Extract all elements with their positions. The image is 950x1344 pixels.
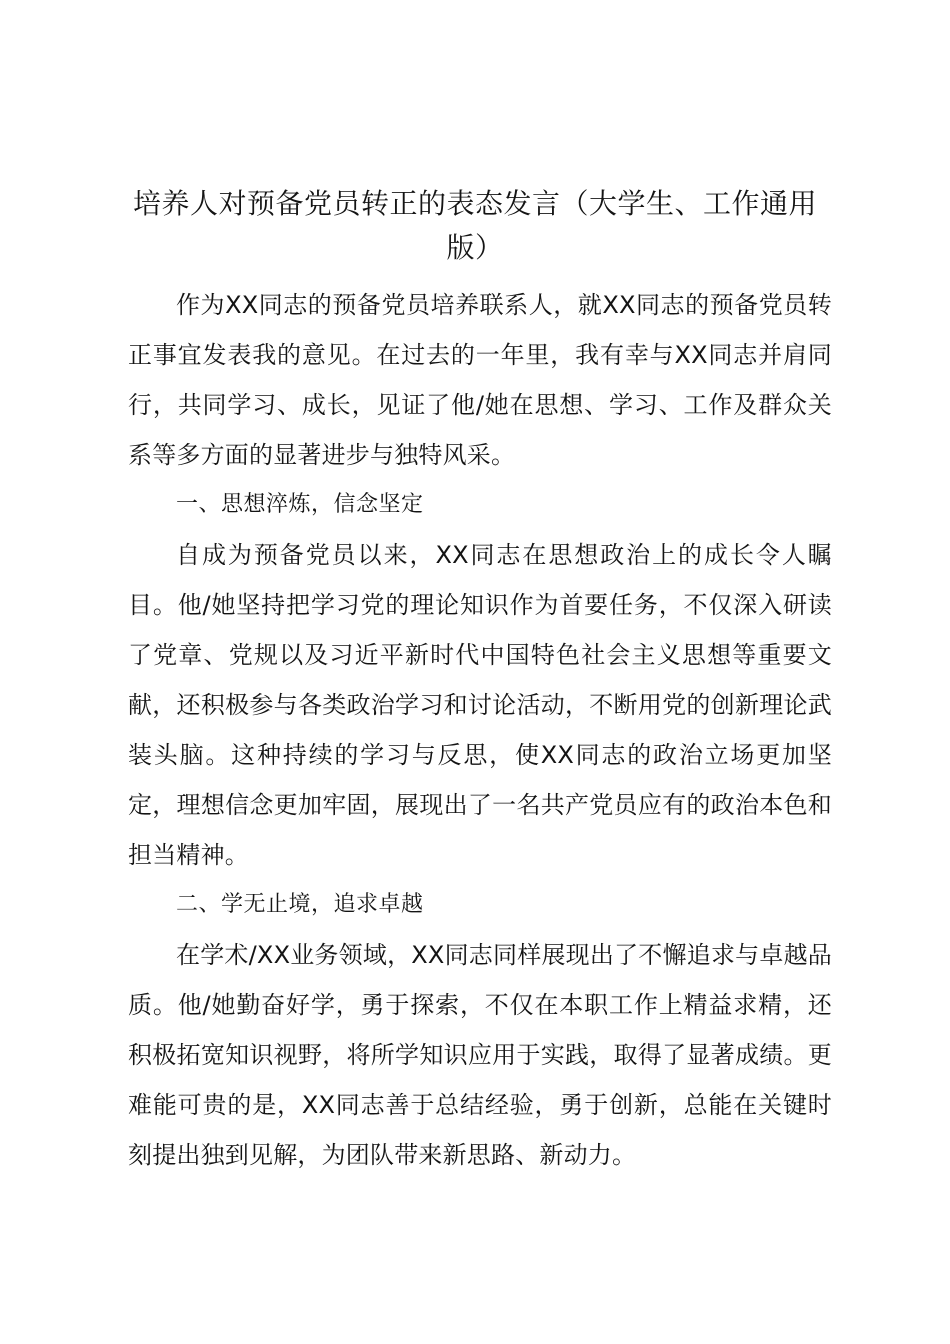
document-body	[128, 280, 832, 1180]
intro-paragraph: 作为XX同志的预备党员培养联系人，就XX同志的预备党员转正事宜发表我的意见。在过去的一年里，我有幸与XX同志并肩同行，共同学习、成长，见证了他/她在思想、学习、工作及群众关系等多方面的显著进步与独特风采。	[128, 291, 832, 469]
section-2-paragraph: 在学术/XX业务领域，XX同志同样展现出了不懈追求与卓越品质。他/她勤奋好学，勇于探索，不仅在本职工作上精益求精，还积极拓宽知识视野，将所学知识应用于实践，取得了显著成绩。更难能可贵的是，XX同志善于总结经验，勇于创新，总能在关键时刻提出独到见解，为团队带来新思路、新动力。	[128, 941, 832, 1169]
section-heading-2: 二、学无止境，追求卓越	[176, 892, 424, 917]
document-title: 培养人对预备党员转正的表态发言（大学生、工作通用版）	[132, 187, 817, 264]
section-heading-1: 一、思想淬炼，信念坚定	[176, 492, 424, 517]
section-1-paragraph: 自成为预备党员以来，XX同志在思想政治上的成长令人瞩目。他/她坚持把学习党的理论知识作为首要任务，不仅深入研读了党章、党规以及习近平新时代中国特色社会主义思想等重要文献，还积极参与各类政治学习和讨论活动，不断用党的创新理论武装头脑。这种持续的学习与反思，使XX同志的政治立场更加坚定，理想信念更加牢固，展现出了一名共产党员应有的政治本色和担当精神。	[128, 541, 832, 869]
